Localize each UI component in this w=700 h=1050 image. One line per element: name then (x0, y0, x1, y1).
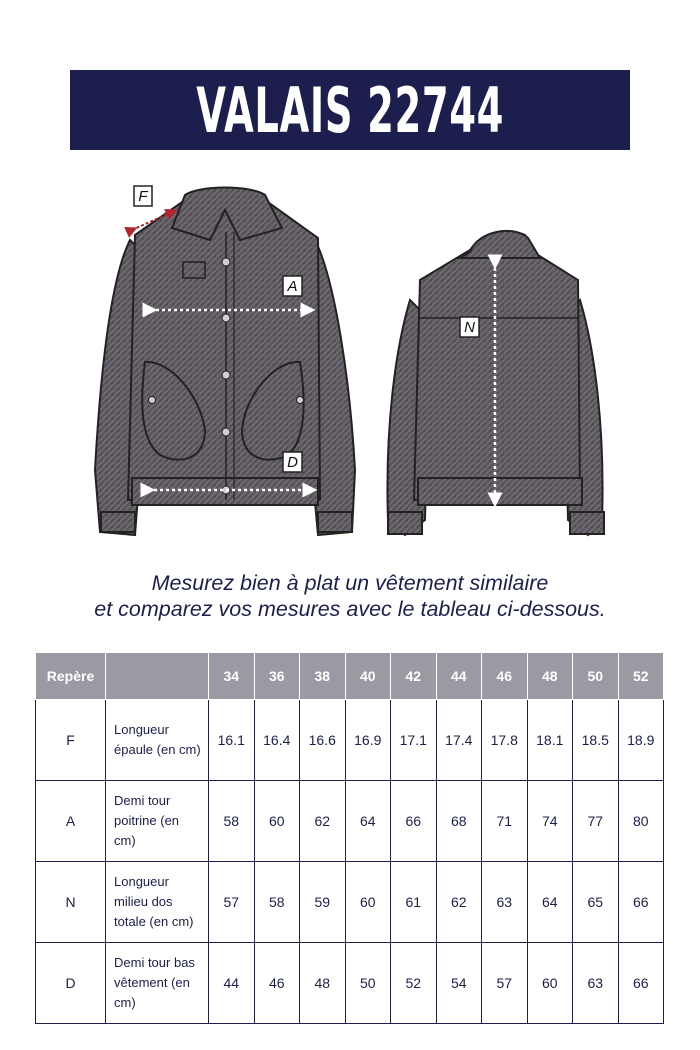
jacket-measurement-illustration (85, 175, 625, 545)
table-cell: 62 (436, 862, 482, 943)
table-cell: 54 (436, 943, 482, 1024)
table-row (36, 781, 664, 862)
table-cell: 18.1 (527, 700, 573, 781)
table-row (36, 943, 664, 1024)
table-cell: 46 (254, 943, 300, 1024)
row-code: D (36, 943, 106, 1024)
table-cell: 16.6 (300, 700, 346, 781)
table-cell: 17.4 (436, 700, 482, 781)
product-title: VALAIS 22744 (196, 73, 504, 147)
table-cell: 74 (527, 781, 573, 862)
table-cell: 57 (482, 943, 528, 1024)
size-header: 44 (436, 653, 482, 700)
size-header: 36 (254, 653, 300, 700)
row-label: Demi tour bas vêtement (en cm) (106, 943, 209, 1024)
jacket-front (95, 188, 355, 536)
table-cell: 61 (391, 862, 437, 943)
marker-d (283, 452, 302, 472)
row-label: Demi tour poitrine (en cm) (106, 781, 209, 862)
size-header: 46 (482, 653, 528, 700)
table-cell: 59 (300, 862, 346, 943)
table-cell: 66 (618, 943, 664, 1024)
marker-a (283, 276, 302, 296)
table-cell: 65 (573, 862, 619, 943)
table-cell: 52 (391, 943, 437, 1024)
row-label: Longueur milieu dos totale (en cm) (106, 862, 209, 943)
table-cell: 48 (300, 943, 346, 1024)
jacket-back (387, 231, 604, 535)
table-cell: 57 (209, 862, 255, 943)
size-header: 34 (209, 653, 255, 700)
svg-text:F: F (138, 188, 148, 205)
table-cell: 63 (573, 943, 619, 1024)
row-code: F (36, 700, 106, 781)
table-cell: 60 (345, 862, 391, 943)
table-cell: 68 (436, 781, 482, 862)
table-cell: 77 (573, 781, 619, 862)
row-code: A (36, 781, 106, 862)
row-label: Longueur épaule (en cm) (106, 700, 209, 781)
size-header: 48 (527, 653, 573, 700)
table-cell: 44 (209, 943, 255, 1024)
marker-n (460, 317, 479, 337)
description-header (106, 653, 209, 700)
size-header: 40 (345, 653, 391, 700)
repere-header: Repère (36, 653, 106, 700)
svg-text:N: N (464, 319, 475, 336)
table-cell: 16.1 (209, 700, 255, 781)
table-cell: 16.4 (254, 700, 300, 781)
table-cell: 50 (345, 943, 391, 1024)
size-header: 50 (573, 653, 619, 700)
table-cell: 18.5 (573, 700, 619, 781)
table-cell: 66 (391, 781, 437, 862)
title-banner (70, 70, 630, 150)
table-cell: 16.9 (345, 700, 391, 781)
size-header: 38 (300, 653, 346, 700)
instruction-line-2: et comparez vos mesures avec le tableau ci-dessous. (94, 597, 606, 621)
table-cell: 60 (254, 781, 300, 862)
table-row (36, 700, 664, 781)
svg-text:D: D (287, 454, 298, 471)
table-cell: 17.1 (391, 700, 437, 781)
table-row (36, 862, 664, 943)
table-cell: 80 (618, 781, 664, 862)
row-code: N (36, 862, 106, 943)
table-cell: 17.8 (482, 700, 528, 781)
table-cell: 71 (482, 781, 528, 862)
table-cell: 60 (527, 943, 573, 1024)
table-cell: 18.9 (618, 700, 664, 781)
measurement-instructions (0, 570, 700, 622)
size-chart-table (35, 652, 664, 1024)
size-header: 42 (391, 653, 437, 700)
table-cell: 66 (618, 862, 664, 943)
table-cell: 64 (527, 862, 573, 943)
table-cell: 58 (209, 781, 255, 862)
table-cell: 58 (254, 862, 300, 943)
table-header-row (36, 653, 664, 700)
table-cell: 62 (300, 781, 346, 862)
size-header: 52 (618, 653, 664, 700)
marker-f (134, 186, 152, 206)
table-cell: 64 (345, 781, 391, 862)
instruction-line-1: Mesurez bien à plat un vêtement similaire (151, 571, 549, 595)
table-cell: 63 (482, 862, 528, 943)
svg-text:A: A (287, 278, 298, 295)
